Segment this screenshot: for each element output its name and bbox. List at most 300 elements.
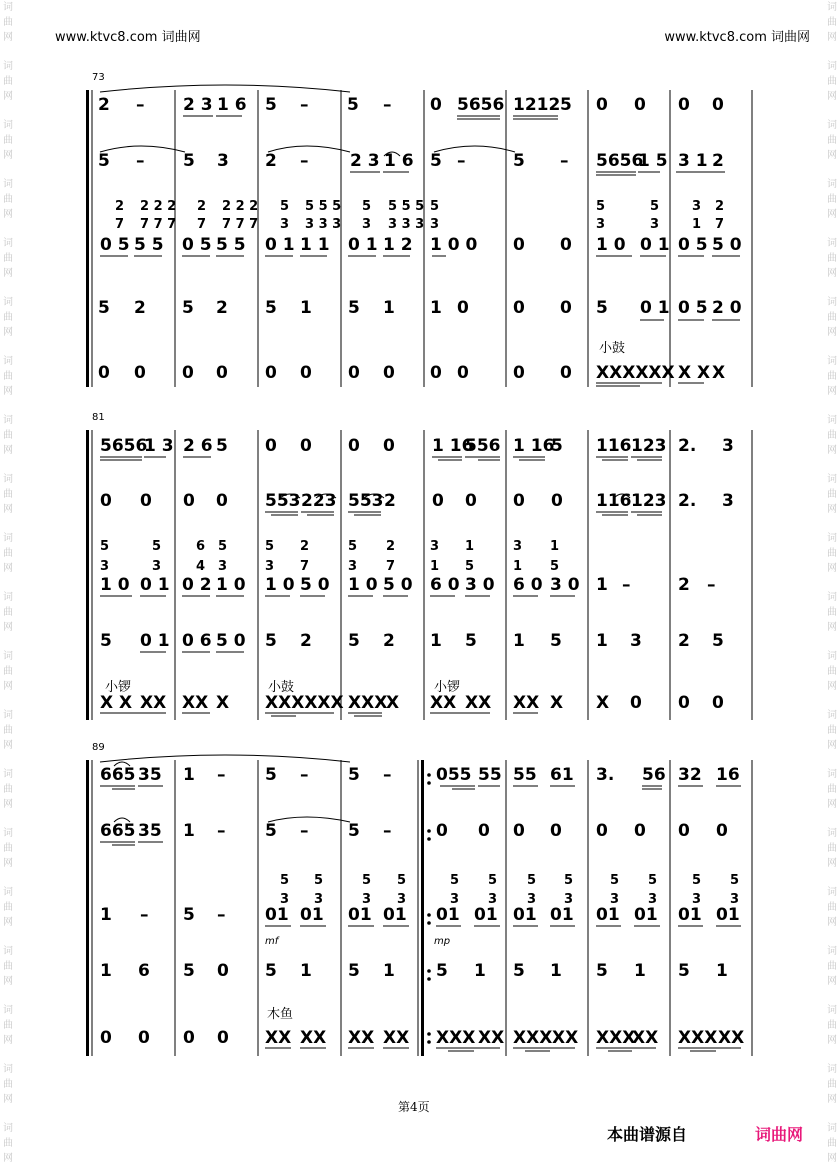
- svg-text:35: 35: [138, 821, 162, 841]
- svg-text:1 0: 1 0: [265, 575, 295, 595]
- svg-text:5 5 5: 5 5 5: [388, 199, 425, 214]
- svg-text:5: 5: [183, 151, 195, 171]
- svg-text:5656: 5656: [596, 151, 644, 171]
- svg-text:3: 3: [100, 559, 110, 574]
- svg-text:–: –: [217, 821, 226, 841]
- svg-text:–: –: [140, 905, 149, 925]
- svg-text:3: 3: [650, 217, 660, 232]
- svg-text:5: 5: [465, 559, 475, 574]
- svg-text:X: X: [550, 693, 564, 713]
- svg-text:1: 1: [474, 961, 486, 981]
- svg-text:5: 5: [280, 873, 290, 888]
- svg-text:1 0: 1 0: [100, 575, 130, 595]
- dynamic-marking-mf: mf: [265, 936, 279, 947]
- svg-text:0: 0: [560, 363, 572, 383]
- watermark-text: 词 曲 网: [3, 356, 13, 397]
- svg-text:1 2: 1 2: [383, 235, 413, 255]
- svg-text:–: –: [300, 821, 309, 841]
- svg-text:0: 0: [678, 693, 690, 713]
- svg-text:5: 5: [265, 298, 277, 318]
- svg-text:5: 5: [265, 95, 277, 115]
- svg-text:0: 0: [98, 363, 110, 383]
- svg-text:–: –: [136, 151, 145, 171]
- svg-text:XXX: XXX: [596, 1028, 636, 1048]
- svg-text:3: 3: [596, 217, 606, 232]
- svg-text:35: 35: [138, 765, 162, 785]
- svg-text:0: 0: [678, 821, 690, 841]
- svg-text:2 2 2: 2 2 2: [222, 199, 259, 214]
- watermark-text: 词 曲 网: [3, 1123, 13, 1164]
- svg-text:5: 5: [280, 199, 290, 214]
- svg-text:1: 1: [430, 298, 442, 318]
- svg-text:3: 3: [430, 539, 440, 554]
- svg-text:01: 01: [716, 905, 740, 925]
- svg-text:3: 3: [362, 217, 372, 232]
- watermark-text: 词 曲 网: [3, 120, 13, 161]
- svg-text:01: 01: [678, 905, 702, 925]
- svg-text:1 5: 1 5: [638, 151, 668, 171]
- svg-text:01: 01: [300, 905, 324, 925]
- svg-text:X: X: [712, 363, 726, 383]
- svg-text:2: 2: [216, 298, 228, 318]
- svg-text:5656: 5656: [100, 436, 148, 456]
- system-1-notes: [98, 95, 742, 383]
- svg-text:0: 0: [513, 821, 525, 841]
- svg-text:5656: 5656: [457, 95, 505, 115]
- svg-text:0: 0: [430, 363, 442, 383]
- watermark-text: 词 曲 网: [3, 592, 13, 633]
- svg-text:–: –: [707, 575, 716, 595]
- svg-text:0: 0: [348, 436, 360, 456]
- svg-text:5: 5: [152, 539, 162, 554]
- svg-text:2: 2: [678, 575, 690, 595]
- watermark-text: 词 曲 网: [827, 533, 837, 574]
- watermark-text: 词 曲 网: [3, 179, 13, 220]
- svg-text:2 6: 2 6: [183, 436, 213, 456]
- svg-text:01: 01: [474, 905, 498, 925]
- svg-text:665: 665: [100, 765, 136, 785]
- svg-text:0: 0: [300, 363, 312, 383]
- instrument-label-small-gong-1: 小锣: [105, 680, 132, 695]
- svg-text:–: –: [383, 95, 392, 115]
- svg-text:3: 3: [348, 559, 358, 574]
- watermark-text: 词 曲 网: [827, 120, 837, 161]
- svg-text:0: 0: [430, 95, 442, 115]
- svg-text:–: –: [217, 765, 226, 785]
- svg-text:1: 1: [183, 765, 195, 785]
- svg-text:116: 116: [596, 491, 632, 511]
- svg-text:61: 61: [550, 765, 574, 785]
- brand-label: 词曲网: [755, 1125, 804, 1144]
- svg-text:–: –: [383, 765, 392, 785]
- svg-text:01: 01: [348, 905, 372, 925]
- watermark-text: 词 曲 网: [3, 238, 13, 279]
- svg-text:3: 3: [630, 631, 642, 651]
- watermark-text: 词 曲 网: [3, 651, 13, 692]
- svg-text:01: 01: [513, 905, 537, 925]
- svg-text:0: 0: [551, 491, 563, 511]
- svg-text:0: 0: [100, 491, 112, 511]
- svg-text:1: 1: [430, 559, 440, 574]
- svg-text:5: 5: [551, 436, 563, 456]
- svg-text:1 0: 1 0: [216, 575, 246, 595]
- svg-text:0: 0: [432, 491, 444, 511]
- svg-text:0: 0: [596, 821, 608, 841]
- svg-text:XX: XX: [140, 693, 167, 713]
- svg-text:3 3 3: 3 3 3: [305, 217, 342, 232]
- svg-text:3 0: 3 0: [465, 575, 495, 595]
- svg-text:1: 1: [383, 298, 395, 318]
- svg-text:0: 0: [134, 363, 146, 383]
- svg-text:123: 123: [631, 491, 667, 511]
- svg-text:0 5: 0 5: [678, 298, 708, 318]
- watermark-text: 词 曲 网: [827, 887, 837, 928]
- svg-text:1: 1: [692, 217, 702, 232]
- svg-text:2: 2: [115, 199, 125, 214]
- svg-text:3: 3: [265, 559, 275, 574]
- svg-text:5 0: 5 0: [216, 631, 246, 651]
- svg-text:3: 3: [152, 559, 162, 574]
- svg-text:2: 2: [383, 631, 395, 651]
- svg-text:1: 1: [596, 631, 608, 651]
- svg-text:3: 3: [450, 892, 460, 907]
- svg-text:5 0: 5 0: [300, 575, 330, 595]
- svg-text:5: 5: [216, 436, 228, 456]
- svg-text:X: X: [386, 693, 400, 713]
- svg-text:5: 5: [183, 961, 195, 981]
- svg-text:3 1: 3 1: [678, 151, 708, 171]
- svg-text:3: 3: [527, 892, 537, 907]
- svg-text:XX: XX: [632, 1028, 659, 1048]
- measure-number-73: 73: [92, 72, 105, 83]
- svg-text:553: 553: [348, 491, 384, 511]
- svg-text:7 7 7: 7 7 7: [140, 217, 177, 232]
- svg-text:665: 665: [100, 821, 136, 841]
- watermark-text: 词 曲 网: [827, 592, 837, 633]
- svg-text:5: 5: [648, 873, 658, 888]
- svg-text:5: 5: [596, 961, 608, 981]
- svg-text:XX: XX: [465, 693, 492, 713]
- svg-text:XX: XX: [718, 1028, 745, 1048]
- svg-text:5: 5: [550, 631, 562, 651]
- svg-text:0: 0: [630, 693, 642, 713]
- svg-text:1 6: 1 6: [217, 95, 247, 115]
- svg-text:3: 3: [692, 892, 702, 907]
- svg-text:0: 0: [436, 821, 448, 841]
- svg-text:0: 0: [216, 491, 228, 511]
- watermark-text: 词 曲 网: [3, 769, 13, 810]
- svg-text:XX: XX: [383, 1028, 410, 1048]
- svg-text:5: 5: [314, 873, 324, 888]
- svg-text:2: 2: [197, 199, 207, 214]
- source-label: 本曲谱源自: [607, 1125, 688, 1144]
- svg-text:3 3 3: 3 3 3: [388, 217, 425, 232]
- instrument-label-woodblock: 木鱼: [267, 1007, 294, 1022]
- instrument-label-snare-2: 小鼓: [268, 680, 295, 695]
- svg-text:5: 5: [348, 539, 358, 554]
- svg-text:5: 5: [100, 539, 110, 554]
- svg-text:0: 0: [183, 1028, 195, 1048]
- svg-text:5: 5: [465, 631, 477, 651]
- svg-text:1: 1: [513, 559, 523, 574]
- svg-text:XX: XX: [348, 1028, 375, 1048]
- svg-text:32: 32: [678, 765, 702, 785]
- svg-text:7: 7: [197, 217, 207, 232]
- svg-text:XXX: XXX: [436, 1028, 476, 1048]
- svg-text:1: 1: [300, 298, 312, 318]
- svg-text:2.: 2.: [678, 436, 697, 456]
- svg-text:556: 556: [465, 436, 501, 456]
- svg-text:1: 1: [430, 631, 442, 651]
- svg-text:7: 7: [715, 217, 725, 232]
- svg-text:5 5: 5 5: [216, 235, 246, 255]
- svg-text:–: –: [136, 95, 145, 115]
- watermark-text: 词 曲 网: [827, 1005, 837, 1046]
- svg-text:XX: XX: [265, 1028, 292, 1048]
- svg-text:2.: 2.: [678, 491, 697, 511]
- svg-text:01: 01: [383, 905, 407, 925]
- watermark-text: 词 曲 网: [3, 710, 13, 751]
- svg-text:0 2: 0 2: [182, 575, 212, 595]
- svg-text:0: 0: [712, 693, 724, 713]
- page-number: 第4页: [398, 1100, 430, 1114]
- svg-text:56: 56: [642, 765, 666, 785]
- svg-text:7 7 7: 7 7 7: [222, 217, 259, 232]
- watermark-text: 词 曲 网: [827, 828, 837, 869]
- svg-text:3: 3: [362, 892, 372, 907]
- svg-text:XX: XX: [552, 1028, 579, 1048]
- svg-text:2: 2: [712, 151, 724, 171]
- svg-text:0: 0: [678, 95, 690, 115]
- svg-text:6 0: 6 0: [430, 575, 460, 595]
- svg-text:5: 5: [265, 961, 277, 981]
- svg-text:5: 5: [430, 199, 440, 214]
- watermark-text: 词 曲 网: [827, 1123, 837, 1164]
- svg-text:XX: XX: [430, 693, 457, 713]
- svg-text:1 0: 1 0: [348, 575, 378, 595]
- svg-text:5: 5: [596, 298, 608, 318]
- svg-text:5 0: 5 0: [383, 575, 413, 595]
- svg-text:5: 5: [430, 151, 442, 171]
- svg-text:3: 3: [564, 892, 574, 907]
- svg-text:XXXXXX: XXXXXX: [596, 363, 675, 383]
- svg-text:0: 0: [265, 436, 277, 456]
- svg-text:1: 1: [596, 575, 608, 595]
- svg-text:5: 5: [650, 199, 660, 214]
- svg-text:3: 3: [430, 217, 440, 232]
- svg-text:2 3: 2 3: [350, 151, 380, 171]
- svg-text:1: 1: [716, 961, 728, 981]
- watermark-text: 词 曲 网: [827, 1064, 837, 1105]
- svg-text:5 5: 5 5: [134, 235, 164, 255]
- svg-text:1: 1: [383, 961, 395, 981]
- svg-text:1: 1: [100, 961, 112, 981]
- svg-text:0: 0: [513, 491, 525, 511]
- svg-text:3: 3: [513, 539, 523, 554]
- svg-text:4: 4: [196, 559, 206, 574]
- svg-text:0: 0: [100, 1028, 112, 1048]
- svg-text:123: 123: [631, 436, 667, 456]
- svg-text:5: 5: [513, 961, 525, 981]
- svg-text:0: 0: [183, 491, 195, 511]
- svg-text:0: 0: [217, 961, 229, 981]
- svg-text:5: 5: [596, 199, 606, 214]
- watermark-text: 词 曲 网: [3, 1064, 13, 1105]
- svg-text:XXX: XXX: [678, 1028, 718, 1048]
- svg-text:0: 0: [457, 298, 469, 318]
- svg-text:5: 5: [182, 298, 194, 318]
- svg-text:3: 3: [217, 151, 229, 171]
- svg-text:5: 5: [513, 151, 525, 171]
- svg-text:5: 5: [362, 873, 372, 888]
- svg-text:5: 5: [265, 631, 277, 651]
- svg-text:0: 0: [560, 235, 572, 255]
- svg-text:3: 3: [722, 436, 734, 456]
- svg-text:0: 0: [300, 436, 312, 456]
- svg-text:0 5: 0 5: [678, 235, 708, 255]
- svg-text:0: 0: [138, 1028, 150, 1048]
- watermark-text: 词 曲 网: [827, 710, 837, 751]
- svg-text:5: 5: [730, 873, 740, 888]
- svg-text:0: 0: [383, 363, 395, 383]
- svg-text:3: 3: [218, 559, 228, 574]
- site-header-left: www.ktvc8.com 词曲网: [55, 30, 201, 45]
- watermark-text: 词 曲 网: [3, 2, 13, 43]
- svg-text:0: 0: [478, 821, 490, 841]
- svg-text:XX: XX: [300, 1028, 327, 1048]
- watermark-text: 词 曲 网: [827, 946, 837, 987]
- svg-text:3 0: 3 0: [550, 575, 580, 595]
- svg-text:0: 0: [216, 363, 228, 383]
- svg-text:2: 2: [715, 199, 725, 214]
- svg-text:5 0: 5 0: [712, 235, 742, 255]
- svg-text:5: 5: [348, 821, 360, 841]
- svg-text:1 0: 1 0: [596, 235, 626, 255]
- watermark-text: 词 曲 网: [827, 61, 837, 102]
- svg-text:0 1: 0 1: [348, 235, 378, 255]
- watermark-text: 词 曲 网: [827, 297, 837, 338]
- svg-text:5 5 5: 5 5 5: [305, 199, 342, 214]
- svg-text:1212: 1212: [513, 95, 561, 115]
- svg-text:0: 0: [550, 821, 562, 841]
- svg-text:0: 0: [634, 821, 646, 841]
- svg-text:2 2 2: 2 2 2: [140, 199, 177, 214]
- svg-text:2: 2: [265, 151, 277, 171]
- svg-text:0 1: 0 1: [640, 235, 670, 255]
- svg-text:2: 2: [386, 539, 396, 554]
- watermark-text: 词 曲 网: [3, 61, 13, 102]
- watermark-text: 词 曲 网: [827, 769, 837, 810]
- svg-text:5: 5: [347, 95, 359, 115]
- svg-text:2: 2: [300, 631, 312, 651]
- svg-text:1 16: 1 16: [513, 436, 555, 456]
- svg-text:2 0: 2 0: [712, 298, 742, 318]
- svg-text:–: –: [217, 905, 226, 925]
- svg-text:3: 3: [280, 217, 290, 232]
- watermark-text: 词 曲 网: [3, 946, 13, 987]
- svg-text:0: 0: [513, 298, 525, 318]
- svg-text:–: –: [300, 95, 309, 115]
- svg-text:5: 5: [564, 873, 574, 888]
- svg-text:01: 01: [436, 905, 460, 925]
- svg-text:5: 5: [610, 873, 620, 888]
- svg-text:2: 2: [678, 631, 690, 651]
- svg-text:0 1: 0 1: [140, 575, 170, 595]
- svg-text:223: 223: [301, 491, 337, 511]
- svg-text:1 3: 1 3: [144, 436, 174, 456]
- svg-text:1 6: 1 6: [384, 151, 414, 171]
- svg-text:0: 0: [457, 363, 469, 383]
- svg-text:01: 01: [550, 905, 574, 925]
- watermark-text: 词 曲 网: [827, 238, 837, 279]
- watermark-text: 词 曲 网: [3, 887, 13, 928]
- svg-text:01: 01: [634, 905, 658, 925]
- watermark-text: 词 曲 网: [3, 533, 13, 574]
- svg-text:–: –: [560, 151, 569, 171]
- watermark-text: 词 曲 网: [3, 828, 13, 869]
- svg-text:0: 0: [383, 436, 395, 456]
- measure-number-89: 89: [92, 742, 105, 753]
- svg-text:5: 5: [678, 961, 690, 981]
- dynamic-marking-mp: mp: [434, 936, 451, 947]
- svg-text:–: –: [383, 821, 392, 841]
- svg-text:0 5: 0 5: [182, 235, 212, 255]
- svg-text:XXX: XXX: [348, 693, 388, 713]
- svg-text:2: 2: [300, 539, 310, 554]
- svg-text:2: 2: [98, 95, 110, 115]
- svg-text:5: 5: [362, 199, 372, 214]
- svg-text:5: 5: [98, 298, 110, 318]
- svg-text:–: –: [300, 765, 309, 785]
- watermark-text: 词 曲 网: [3, 1005, 13, 1046]
- svg-text:5: 5: [550, 559, 560, 574]
- svg-text:X X: X X: [678, 363, 711, 383]
- watermark-text: 词 曲 网: [3, 474, 13, 515]
- svg-text:3: 3: [648, 892, 658, 907]
- svg-text:0 5: 0 5: [100, 235, 130, 255]
- watermark-text: 词 曲 网: [827, 356, 837, 397]
- svg-text:XXXXXX: XXXXXX: [265, 693, 344, 713]
- svg-text:3: 3: [610, 892, 620, 907]
- svg-text:2 3: 2 3: [183, 95, 213, 115]
- svg-text:3: 3: [397, 892, 407, 907]
- svg-text:0: 0: [465, 491, 477, 511]
- svg-text:1 1: 1 1: [300, 235, 330, 255]
- svg-text:0: 0: [513, 235, 525, 255]
- svg-text:5: 5: [265, 539, 275, 554]
- svg-text:5: 5: [450, 873, 460, 888]
- svg-text:0: 0: [140, 491, 152, 511]
- svg-text:X X: X X: [100, 693, 133, 713]
- watermark-text: 词 曲 网: [827, 651, 837, 692]
- system-2-notes: [100, 436, 734, 713]
- svg-text:1: 1: [513, 631, 525, 651]
- svg-text:6: 6: [138, 961, 150, 981]
- svg-text:XX: XX: [182, 693, 209, 713]
- svg-text:5: 5: [265, 765, 277, 785]
- svg-text:1: 1: [100, 905, 112, 925]
- svg-text:1: 1: [183, 821, 195, 841]
- svg-text:3: 3: [314, 892, 324, 907]
- svg-text:0: 0: [634, 95, 646, 115]
- svg-text:5: 5: [183, 905, 195, 925]
- svg-text:0 6: 0 6: [182, 631, 212, 651]
- measure-number-81: 81: [92, 412, 105, 423]
- svg-text:3: 3: [280, 892, 290, 907]
- svg-text:3: 3: [488, 892, 498, 907]
- svg-text:16: 16: [716, 765, 740, 785]
- svg-text:5: 5: [397, 873, 407, 888]
